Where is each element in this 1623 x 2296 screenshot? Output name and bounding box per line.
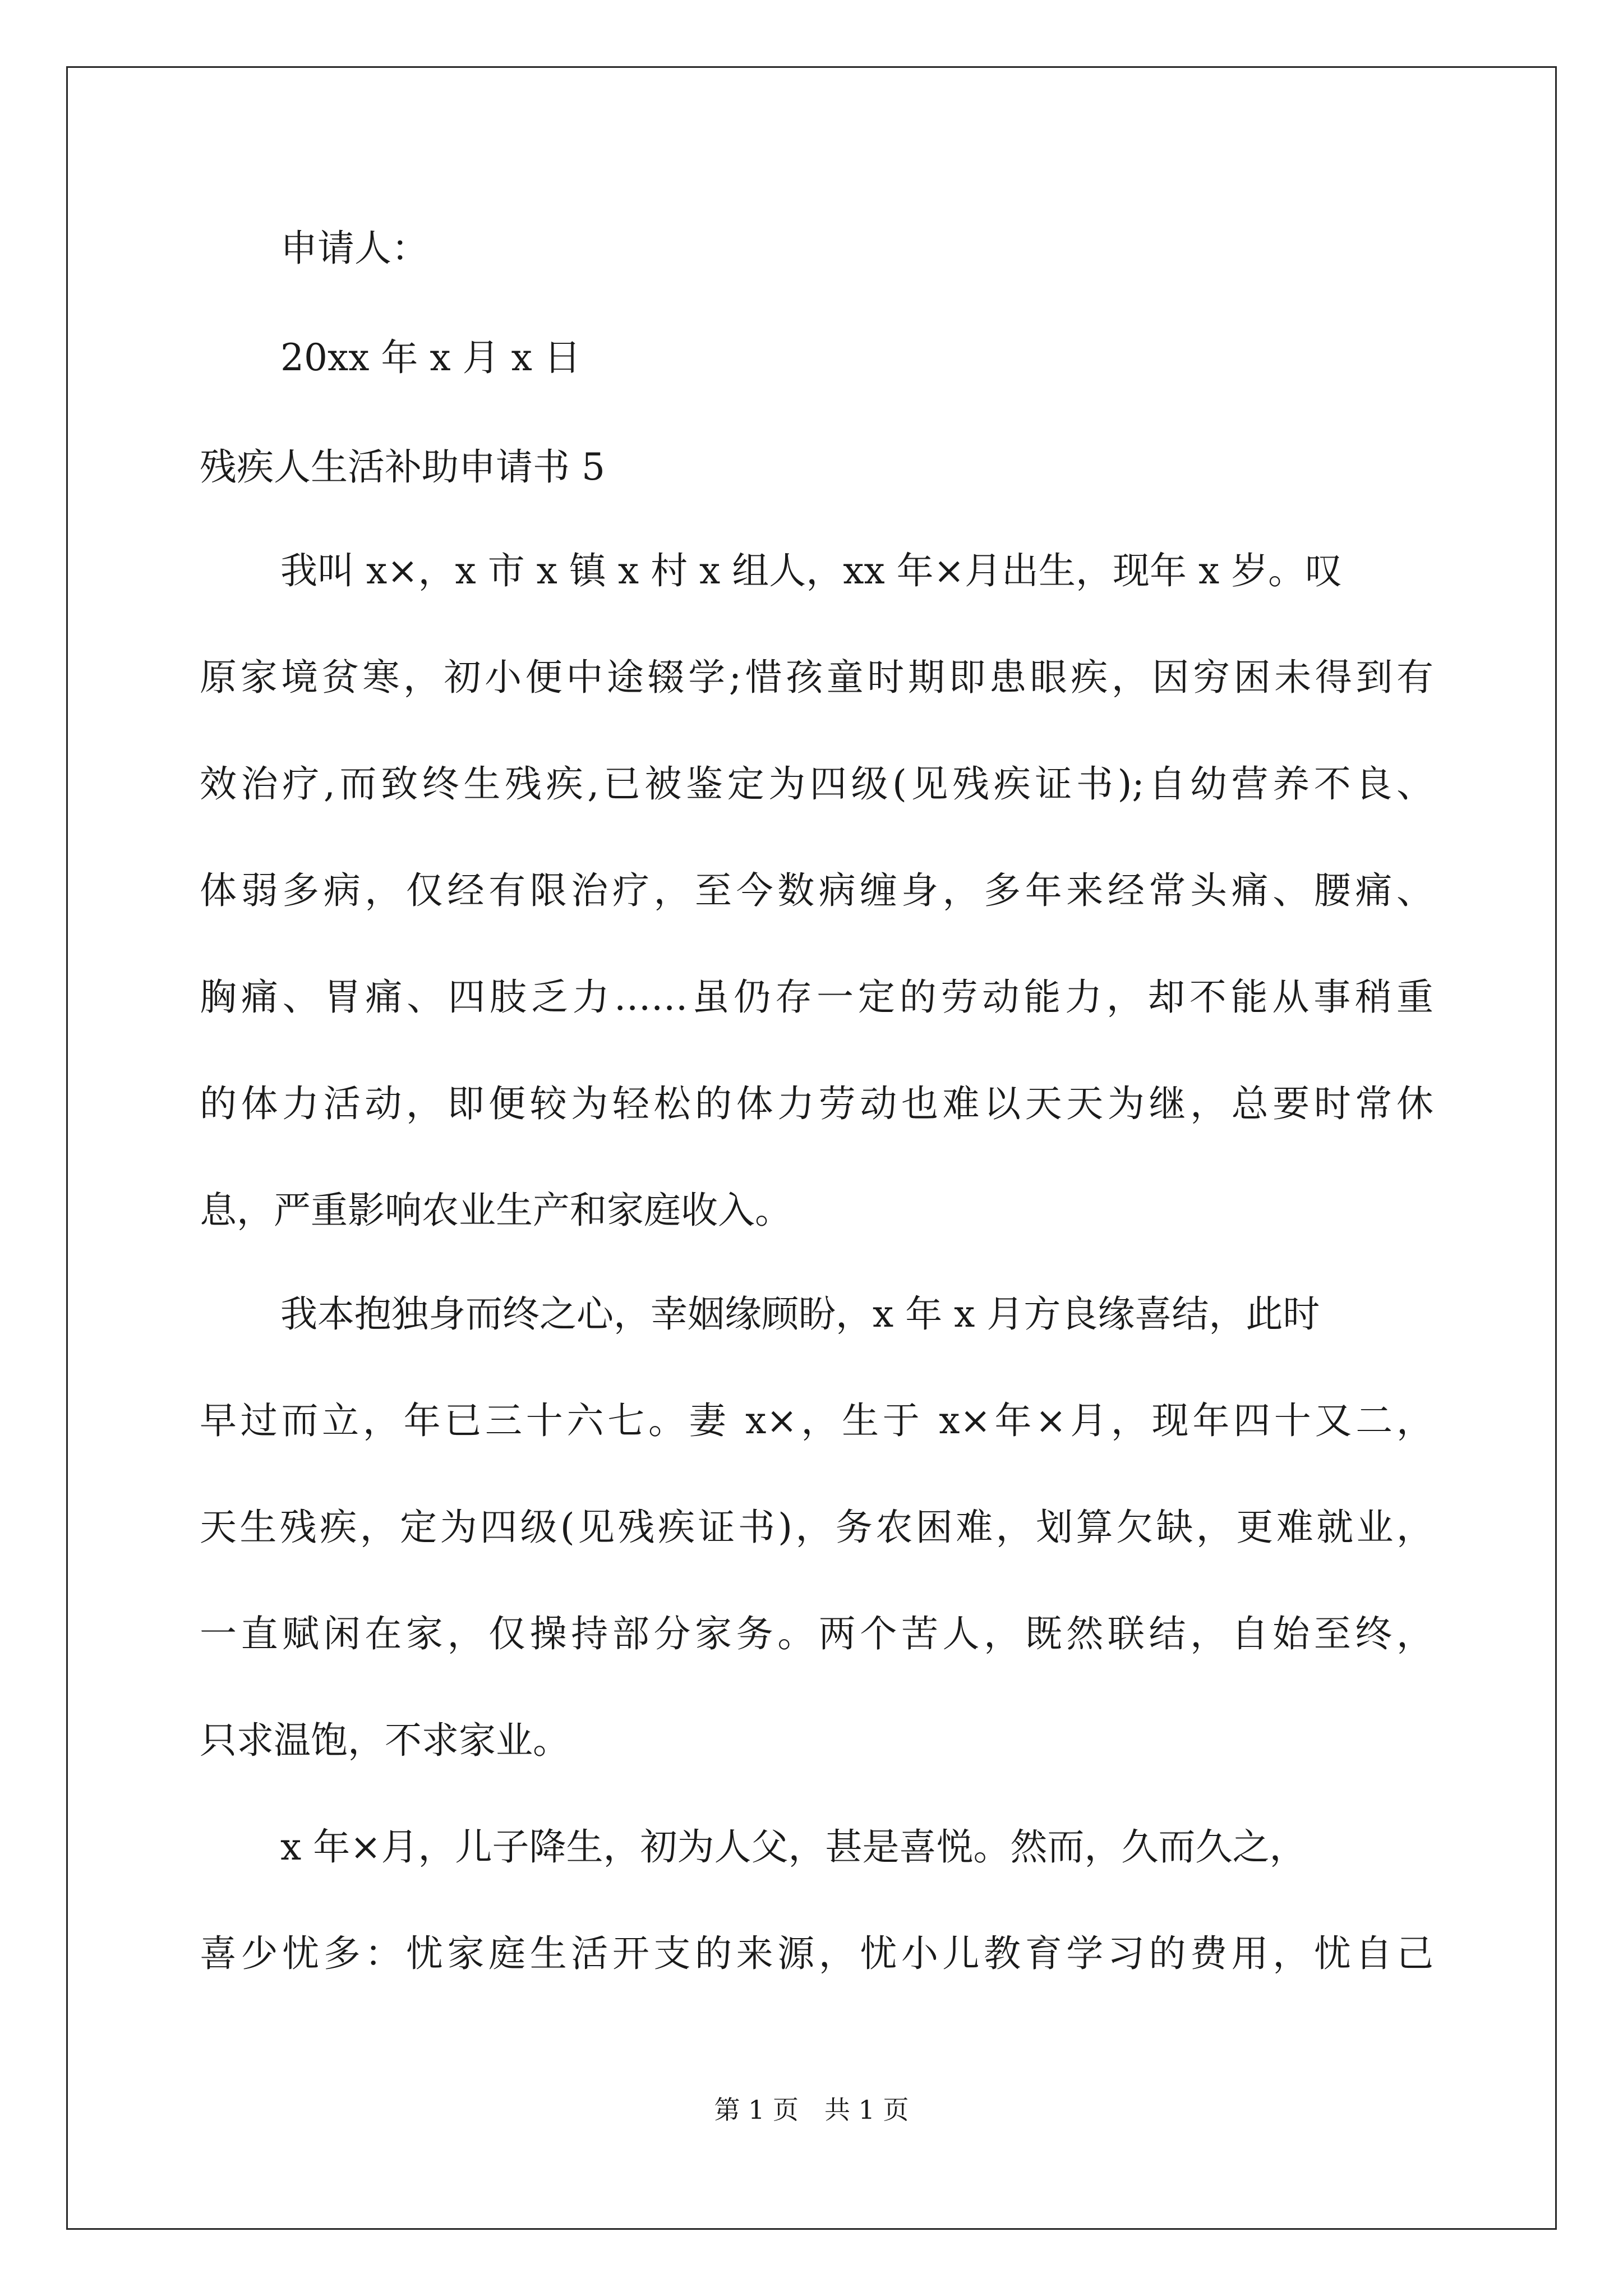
- page-border: [66, 66, 1557, 2230]
- paragraph-line: 早过而立，年已三十六七。妻 x×，生于 x×年×月，现年四十又二，: [200, 1399, 1433, 1442]
- date-line: 20xx 年 x 月 x 日: [280, 336, 581, 379]
- paragraph-line: 胸痛、胃痛、四肢乏力……虽仍存一定的劳动能力，却不能从事稍重: [200, 976, 1433, 1019]
- paragraph-line: 效治疗,而致终生残疾,已被鉴定为四级(见残疾证书);自幼营养不良、: [200, 762, 1433, 806]
- page-number-footer: 第 1 页 共 1 页: [714, 2095, 909, 2125]
- paragraph-line: x 年×月，儿子降生，初为人父，甚是喜悦。然而，久而久之，: [280, 1825, 1307, 1869]
- paragraph-line: 一直赋闲在家，仅操持部分家务。两个苦人，既然联结，自始至终，: [200, 1612, 1433, 1655]
- paragraph-line: 天生残疾，定为四级(见残疾证书)，务农困难，划算欠缺，更难就业，: [200, 1506, 1433, 1549]
- paragraph-line: 息，严重影响农业生产和家庭收入。: [200, 1189, 792, 1232]
- paragraph-line: 我本抱独身而终之心，幸姻缘顾盼，x 年 x 月方良缘喜结，此时: [280, 1292, 1320, 1336]
- paragraph-line: 体弱多病，仅经有限治疗，至今数病缠身，多年来经常头痛、腰痛、: [200, 869, 1433, 912]
- paragraph-line: 只求温饱，不求家业。: [200, 1719, 570, 1762]
- applicant-label: 申请人：: [280, 227, 428, 270]
- paragraph-line: 的体力活动，即便较为轻松的体力劳动也难以天天为继，总要时常休: [200, 1082, 1433, 1125]
- section-title: 残疾人生活补助申请书 5: [200, 445, 605, 489]
- paragraph-line: 喜少忧多：忧家庭生活开支的来源，忧小儿教育学习的费用，忧自己: [200, 1932, 1433, 1975]
- paragraph-line: 我叫 x×，x 市 x 镇 x 村 x 组人，xx 年×月出生，现年 x 岁。叹: [280, 549, 1343, 592]
- paragraph-line: 原家境贫寒，初小便中途辍学;惜孩童时期即患眼疾，因穷困未得到有: [200, 656, 1433, 699]
